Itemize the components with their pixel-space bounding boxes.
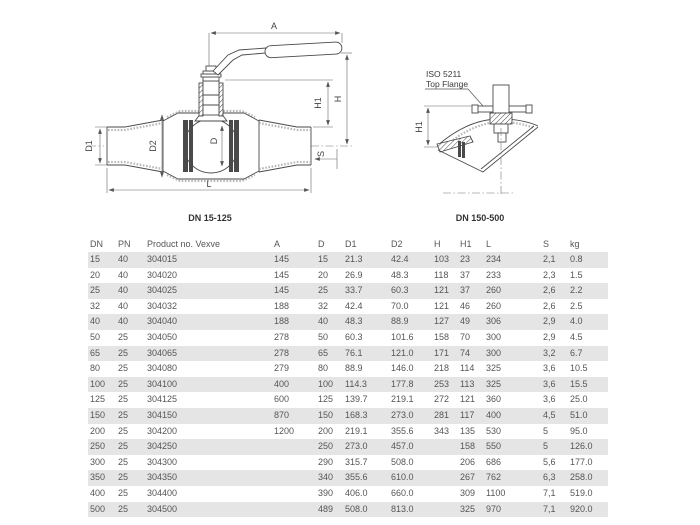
- right-drawing-caption: DN 150-500: [455, 213, 505, 223]
- table-cell: 304200: [147, 425, 178, 436]
- table-cell: 46: [460, 300, 471, 311]
- technical-drawings: [0, 0, 700, 232]
- dim-label-l: L: [206, 179, 212, 189]
- table-cell: 26.9: [345, 269, 363, 280]
- table-cell: 304100: [147, 378, 178, 389]
- table-cell: 0.8: [570, 254, 583, 264]
- table-cell: 7,1: [543, 487, 556, 498]
- table-cell: 233: [486, 269, 502, 280]
- table-cell: 25: [118, 425, 129, 436]
- table-cell: [432, 439, 458, 455]
- table-cell: 304500: [147, 503, 178, 514]
- table-cell: 80: [318, 363, 329, 374]
- table-cell: 32: [318, 300, 329, 311]
- table-cell: 304050: [147, 331, 178, 342]
- table-cell: 2,3: [543, 269, 556, 280]
- table-cell: 177.8: [391, 378, 414, 389]
- table-cell: 304300: [147, 456, 178, 467]
- table-cell: 37: [460, 269, 471, 280]
- table-cell: 121: [434, 285, 450, 296]
- table-cell: 25: [118, 378, 129, 389]
- table-row: [88, 486, 608, 502]
- table-cell: 33.7: [345, 285, 363, 296]
- table-cell: 390: [318, 487, 334, 498]
- column-header: H: [434, 239, 441, 249]
- dim-label-d1: D1: [84, 140, 94, 152]
- table-cell: 600: [274, 394, 290, 405]
- table-cell: 278: [274, 331, 290, 342]
- table-cell: [272, 439, 316, 455]
- table-cell: 1200: [274, 425, 295, 436]
- table-cell: 360: [486, 394, 502, 405]
- table-cell: 40: [118, 300, 129, 311]
- table-cell: 20: [318, 269, 329, 280]
- table-cell: 121: [434, 300, 450, 311]
- table-cell: 355.6: [391, 425, 414, 436]
- table-cell: 304400: [147, 487, 178, 498]
- table-cell: 304065: [147, 347, 178, 358]
- annotation-leader-line: [425, 89, 483, 106]
- table-cell: 281: [434, 409, 450, 420]
- table-cell: [272, 455, 316, 471]
- table-header-row: [88, 237, 608, 252]
- table-cell: 114.3: [345, 378, 367, 389]
- table-cell: 762: [486, 472, 502, 483]
- table-cell: 278: [274, 347, 290, 358]
- table-cell: 125: [90, 394, 106, 405]
- table-cell: 121: [460, 394, 476, 405]
- table-cell: 145: [274, 254, 290, 264]
- table-cell: 340: [318, 472, 334, 483]
- table-cell: 343: [434, 425, 450, 436]
- table-cell: 117: [460, 409, 475, 420]
- table-cell: 315.7: [345, 456, 368, 467]
- table-cell: 188: [274, 316, 290, 327]
- table-cell: 6.7: [570, 347, 583, 358]
- table-cell: 70.0: [391, 300, 409, 311]
- table-cell: 15.5: [570, 378, 588, 389]
- table-row: [88, 439, 608, 455]
- dim-label-a: A: [270, 21, 278, 31]
- valve-stem: [195, 66, 227, 121]
- table-cell: 80: [90, 363, 101, 374]
- table-cell: 15: [90, 254, 101, 264]
- table-cell: 25: [118, 363, 129, 374]
- column-header: D1: [345, 239, 357, 249]
- table-cell: 42.4: [345, 300, 363, 311]
- iso-annotation-line2: Top Flange: [426, 79, 469, 89]
- table-cell: 49: [460, 316, 471, 327]
- iso-annotation-line1: ISO 5211: [426, 69, 462, 79]
- table-body: [88, 252, 608, 517]
- table-cell: 23: [460, 254, 471, 264]
- table-cell: 2,9: [543, 316, 556, 327]
- table-cell: 121.0: [391, 347, 414, 358]
- table-cell: 113: [460, 378, 475, 389]
- table-cell: 260: [486, 285, 502, 296]
- table-cell: 325: [460, 503, 476, 514]
- table-cell: 40: [118, 316, 129, 327]
- table-cell: 273.0: [391, 409, 414, 420]
- table-cell: 970: [486, 503, 502, 514]
- table-cell: 5,6: [543, 456, 556, 467]
- table-row: [88, 283, 608, 299]
- table-cell: 325: [486, 363, 502, 374]
- table-cell: 10.5: [570, 363, 588, 374]
- table-row: [88, 424, 608, 440]
- table-cell: 146.0: [391, 363, 414, 374]
- table-cell: 145: [274, 285, 290, 296]
- column-header: H1: [460, 239, 472, 249]
- table-cell: 60.3: [391, 285, 409, 296]
- table-cell: 118: [434, 269, 449, 280]
- table-cell: [432, 470, 458, 486]
- table-cell: 2,9: [543, 331, 556, 342]
- table-cell: 3,6: [543, 378, 556, 389]
- table-cell: 150: [318, 409, 334, 420]
- table-cell: 25: [118, 441, 129, 452]
- table-cell: 25: [118, 409, 129, 420]
- table-cell: 610.0: [391, 472, 414, 483]
- section-cut-band: [437, 136, 473, 152]
- table-cell: 135: [460, 425, 476, 436]
- table-cell: 304040: [147, 316, 178, 327]
- table-cell: 40: [118, 254, 129, 264]
- table-cell: 125: [318, 394, 334, 405]
- table-cell: 304020: [147, 269, 178, 280]
- table-cell: 519.0: [570, 487, 593, 498]
- table-cell: 126.0: [570, 441, 593, 452]
- table-cell: 101.6: [391, 331, 414, 342]
- table-cell: 7,1: [543, 503, 556, 514]
- table-row: [88, 314, 608, 330]
- table-cell: 1.5: [570, 269, 583, 280]
- column-header: Product no. Vexve: [147, 239, 221, 249]
- table-cell: 206: [460, 456, 476, 467]
- column-header: S: [543, 239, 550, 249]
- table-cell: 25.0: [570, 394, 588, 405]
- table-cell: 177.0: [570, 456, 593, 467]
- table-cell: 304025: [147, 285, 178, 296]
- table-cell: 250: [90, 441, 106, 452]
- table-cell: [272, 486, 316, 502]
- table-cell: 219.1: [345, 425, 368, 436]
- table-cell: 103: [434, 254, 450, 264]
- left-drawing-caption: DN 15-125: [188, 213, 232, 223]
- table-cell: 40: [118, 285, 129, 296]
- table-row: [88, 268, 608, 284]
- table-cell: [272, 470, 316, 486]
- table-cell: 51.0: [570, 409, 588, 420]
- column-header: DN: [90, 239, 103, 249]
- table-cell: 530: [486, 425, 502, 436]
- dim-label-s: S: [316, 150, 326, 158]
- table-row: [88, 392, 608, 408]
- table-cell: 25: [318, 285, 329, 296]
- table-cell: 25: [118, 456, 129, 467]
- table-cell: 686: [486, 456, 502, 467]
- table-cell: 114: [460, 363, 475, 374]
- table-cell: 350: [90, 472, 106, 483]
- table-cell: 50: [318, 331, 329, 342]
- table-cell: 145: [274, 269, 290, 280]
- table-cell: 304032: [147, 300, 178, 311]
- table-cell: 250: [318, 441, 334, 452]
- table-cell: 304015: [147, 254, 178, 264]
- table-cell: 40: [118, 269, 129, 280]
- table-cell: 158: [460, 441, 476, 452]
- table-cell: 406.0: [345, 487, 368, 498]
- table-cell: 304080: [147, 363, 178, 374]
- table-cell: 21.3: [345, 254, 363, 264]
- table-cell: 218: [434, 363, 450, 374]
- table-cell: 25: [118, 503, 129, 514]
- table-cell: 2.5: [570, 300, 583, 311]
- table-cell: 65: [90, 347, 101, 358]
- dim-label-h1-right: H1: [414, 121, 424, 133]
- dim-label-h: H: [333, 95, 343, 103]
- table-cell: 304250: [147, 441, 178, 452]
- table-cell: 304125: [147, 394, 178, 405]
- table-cell: 3,6: [543, 394, 556, 405]
- spec-table: [88, 237, 608, 517]
- table-cell: 3,6: [543, 363, 556, 374]
- table-cell: 508.0: [345, 503, 368, 514]
- table-cell: 200: [318, 425, 334, 436]
- table-cell: 65: [318, 347, 329, 358]
- right-valve-drawing: [414, 69, 538, 196]
- table-cell: 88.9: [345, 363, 363, 374]
- table-cell: 150: [90, 409, 106, 420]
- column-header: kg: [570, 239, 580, 249]
- table-cell: 74: [460, 347, 471, 358]
- table-cell: 489: [318, 503, 334, 514]
- table-cell: 355.6: [345, 472, 368, 483]
- table-row: [88, 502, 608, 518]
- table-cell: 400: [90, 487, 106, 498]
- table-cell: 70: [460, 331, 471, 342]
- table-cell: 400: [486, 409, 502, 420]
- table-cell: 95.0: [570, 425, 588, 436]
- table-cell: 253: [434, 378, 450, 389]
- table-cell: 100: [318, 378, 334, 389]
- table-cell: 25: [118, 347, 129, 358]
- body-cone: [438, 126, 538, 172]
- table-cell: 219.1: [391, 394, 414, 405]
- table-cell: 4.0: [570, 316, 583, 327]
- table-cell: 40: [90, 316, 101, 327]
- column-header: D2: [391, 239, 403, 249]
- table-cell: 309: [460, 487, 476, 498]
- table-cell: 15: [318, 254, 329, 264]
- table-row: [88, 455, 608, 471]
- table-cell: 660.0: [391, 487, 414, 498]
- table-cell: 100: [90, 378, 106, 389]
- table-cell: 258.0: [570, 472, 593, 483]
- table-cell: 300: [90, 456, 106, 467]
- table-cell: 5: [543, 425, 549, 436]
- table-cell: 200: [90, 425, 106, 436]
- valve-handle: [213, 42, 342, 75]
- table-cell: 25: [118, 472, 129, 483]
- table-cell: 870: [274, 409, 290, 420]
- table-cell: 457.0: [391, 441, 414, 452]
- table-cell: 4,5: [543, 409, 556, 420]
- table-cell: 290: [318, 456, 334, 467]
- table-cell: 127: [434, 316, 450, 327]
- dim-label-h1: H1: [313, 97, 323, 109]
- table-cell: 139.7: [345, 394, 368, 405]
- table-cell: 168.3: [345, 409, 368, 420]
- table-cell: 279: [274, 363, 290, 374]
- table-cell: 920.0: [570, 503, 593, 514]
- table-cell: 25: [118, 394, 129, 405]
- table-cell: 2,6: [543, 300, 556, 311]
- table-row: [88, 346, 608, 362]
- table-cell: 32: [90, 300, 101, 311]
- left-valve-drawing: [84, 21, 353, 193]
- table-cell: 1100: [486, 487, 506, 498]
- table-cell: 500: [90, 503, 106, 514]
- table-cell: 2.2: [570, 285, 583, 296]
- table-cell: 40: [318, 316, 329, 327]
- table-cell: 76.1: [345, 347, 363, 358]
- dim-label-d2: D2: [148, 140, 158, 152]
- dim-label-d: D: [209, 137, 219, 145]
- table-cell: 813.0: [391, 503, 414, 514]
- table-cell: 3,2: [543, 347, 556, 358]
- table-row: [88, 408, 608, 424]
- table-cell: [272, 502, 316, 518]
- table-cell: 48.3: [391, 269, 409, 280]
- table-cell: 25: [118, 331, 129, 342]
- table-row: [88, 361, 608, 377]
- table-cell: 37: [460, 285, 471, 296]
- table-cell: 508.0: [391, 456, 414, 467]
- table-cell: 171: [434, 347, 450, 358]
- table-cell: 48.3: [345, 316, 363, 327]
- table-cell: 304350: [147, 472, 178, 483]
- table-cell: [432, 502, 458, 518]
- dimension-d1: [95, 127, 107, 165]
- table-cell: 400: [274, 378, 290, 389]
- table-cell: 306: [486, 316, 502, 327]
- table-row: [88, 330, 608, 346]
- table-cell: 4.5: [570, 331, 583, 342]
- table-cell: 304150: [147, 409, 178, 420]
- table-row: [88, 470, 608, 486]
- table-cell: 6,3: [543, 472, 556, 483]
- table-row: [88, 252, 608, 268]
- table-cell: 60.3: [345, 331, 363, 342]
- table-cell: 273.0: [345, 441, 368, 452]
- table-cell: 5: [543, 441, 549, 452]
- column-header: PN: [118, 239, 131, 249]
- table-row: [88, 377, 608, 393]
- table-cell: 42.4: [391, 254, 409, 264]
- table-cell: [432, 455, 458, 471]
- table-cell: 272: [434, 394, 450, 405]
- table-cell: 25: [90, 285, 101, 296]
- table-cell: 2,6: [543, 285, 556, 296]
- table-cell: 300: [486, 331, 502, 342]
- column-header: D: [318, 239, 325, 249]
- table-cell: 260: [486, 300, 502, 311]
- table-cell: 20: [90, 269, 101, 280]
- table-cell: 88.9: [391, 316, 409, 327]
- table-cell: 550: [486, 441, 502, 452]
- table-cell: 234: [486, 254, 502, 264]
- table-row: [88, 299, 608, 315]
- table-cell: 158: [434, 331, 450, 342]
- table-cell: 267: [460, 472, 476, 483]
- column-header: L: [486, 239, 492, 249]
- table-cell: 188: [274, 300, 290, 311]
- table-cell: 50: [90, 331, 101, 342]
- table-cell: 2,1: [543, 254, 556, 264]
- column-header: A: [274, 239, 281, 249]
- table-cell: 25: [118, 487, 129, 498]
- table-cell: 325: [486, 378, 502, 389]
- table-cell: 300: [486, 347, 502, 358]
- table-cell: [432, 486, 458, 502]
